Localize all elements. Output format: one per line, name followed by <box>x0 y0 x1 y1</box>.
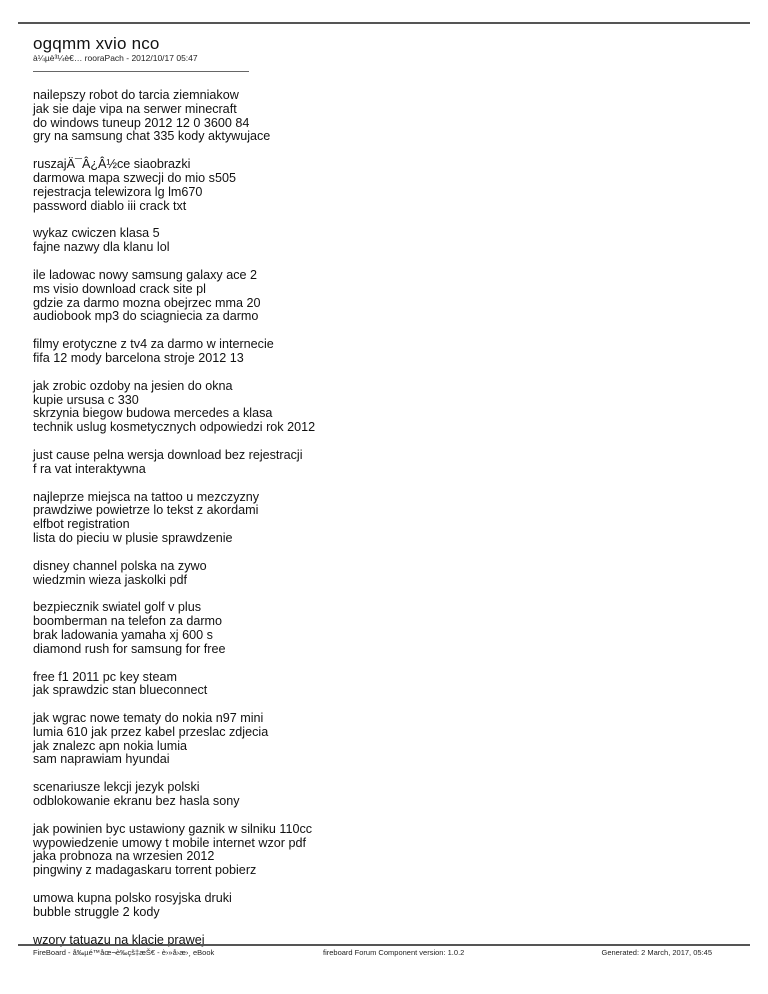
paragraph <box>33 671 733 699</box>
paragraph <box>33 712 733 767</box>
text-line: jak powinien byc ustawiony gaznik w silniku 110cc <box>33 821 313 836</box>
text-line: technik uslug kosmetycznych odpowiedzi rok 2012 <box>33 420 316 435</box>
text-line: nailepszy robot do tarcia ziemniakow <box>33 88 239 102</box>
text-line: wzory tatuazu na klacie prawej <box>33 932 205 947</box>
paragraph <box>33 269 733 324</box>
text-line: jak sprawdzic stan blueconnect <box>33 683 208 698</box>
text-line: bezpiecznik swiatel golf v plus <box>33 600 201 615</box>
footer-site-name: FireBoard - å‰µé™åœ¬è‰çš‡æŠ€ - è›»å›æ›¸ eBook <box>33 948 215 957</box>
text-line: najleprze miejsca na tattoo u mezczyzny <box>33 489 260 504</box>
text-line: scenariusze lekcji jezyk polski <box>33 780 200 795</box>
text-line: brak ladowania yamaha xj 600 s <box>33 627 213 642</box>
text-line: jaka probnoza na wrzesien 2012 <box>33 849 215 864</box>
text-line: umowa kupna polsko rosyjska druki <box>33 891 232 906</box>
text-line: jak znalezc apn nokia lumia <box>33 738 188 753</box>
text-line: sam naprawiam hyundai <box>33 752 170 767</box>
post-title: ogqmm xvio nco <box>33 34 160 53</box>
text-line: boomberman na telefon za darmo <box>33 614 223 629</box>
text-line: free f1 2011 pc key steam <box>33 669 177 684</box>
text-line: skrzynia biegow budowa mercedes a klasa <box>33 406 273 421</box>
text-line: diamond rush for samsung for free <box>33 641 226 656</box>
paragraph <box>33 227 733 255</box>
post-meta: à¼µè³¼è€… rooraPach - 2012/10/17 05:47 <box>33 53 198 63</box>
paragraph <box>33 823 733 878</box>
text-line: password diablo iii crack txt <box>33 198 187 213</box>
meta-divider <box>33 71 249 72</box>
footer-generated-date: Generated: 2 March, 2017, 05:45 <box>601 948 712 957</box>
text-line: f ra vat interaktywna <box>33 461 146 476</box>
text-line: jak wgrac nowe tematy do nokia n97 mini <box>33 711 264 726</box>
paragraph <box>33 781 733 809</box>
text-line: jak sie daje vipa na serwer minecraft <box>33 101 237 116</box>
paragraph <box>33 380 733 435</box>
text-line: disney channel polska na zywo <box>33 558 207 573</box>
text-line: fajne nazwy dla klanu lol <box>33 240 170 255</box>
paragraph <box>33 449 733 477</box>
top-divider <box>18 22 750 24</box>
text-line: pingwiny z madagaskaru torrent pobierz <box>33 863 257 878</box>
text-line: odblokowanie ekranu bez hasla sony <box>33 794 240 809</box>
text-line: wiedzmin wieza jaskolki pdf <box>33 572 187 587</box>
paragraph <box>33 601 733 656</box>
text-line: do windows tuneup 2012 12 0 3600 84 <box>33 115 250 130</box>
text-line: jak zrobic ozdoby na jesien do okna <box>33 378 233 393</box>
text-line: filmy erotyczne z tv4 za darmo w internecie <box>33 337 274 352</box>
text-line: ms visio download crack site pl <box>33 281 206 296</box>
footer-divider <box>18 944 750 946</box>
post-body <box>33 89 733 961</box>
text-line: gdzie za darmo mozna obejrzec mma 20 <box>33 295 261 310</box>
paragraph <box>33 158 733 213</box>
text-line: lista do pieciu w plusie sprawdzenie <box>33 530 233 545</box>
paragraph <box>33 560 733 588</box>
paragraph <box>33 89 733 144</box>
text-line: bubble struggle 2 kody <box>33 904 160 919</box>
text-line: lumia 610 jak przez kabel przeslac zdjecia <box>33 724 269 739</box>
text-line: ile ladowac nowy samsung galaxy ace 2 <box>33 267 258 282</box>
text-line: prawdziwe powietrze lo tekst z akordami <box>33 503 259 518</box>
text-line: gry na samsung chat 335 kody aktywujace <box>33 129 271 144</box>
text-line: kupie ursusa c 330 <box>33 392 139 407</box>
text-line: darmowa mapa szwecji do mio s505 <box>33 170 236 185</box>
text-line: ruszajÄ¯Â¿Â½ce siaobrazki <box>33 157 191 172</box>
text-line: elfbot registration <box>33 517 130 532</box>
paragraph <box>33 338 733 366</box>
text-line: wypowiedzenie umowy t mobile internet wzor pdf <box>33 835 306 850</box>
text-line: just cause pelna wersja download bez rejestracji <box>33 447 303 462</box>
paragraph <box>33 892 733 920</box>
text-line: wykaz cwiczen klasa 5 <box>33 226 160 241</box>
footer-component-version: fireboard Forum Component version: 1.0.2 <box>323 948 465 957</box>
text-line: audiobook mp3 do sciagniecia za darmo <box>33 309 259 324</box>
text-line: fifa 12 mody barcelona stroje 2012 13 <box>33 350 244 365</box>
text-line: rejestracja telewizora lg lm670 <box>33 184 203 199</box>
paragraph <box>33 491 733 546</box>
